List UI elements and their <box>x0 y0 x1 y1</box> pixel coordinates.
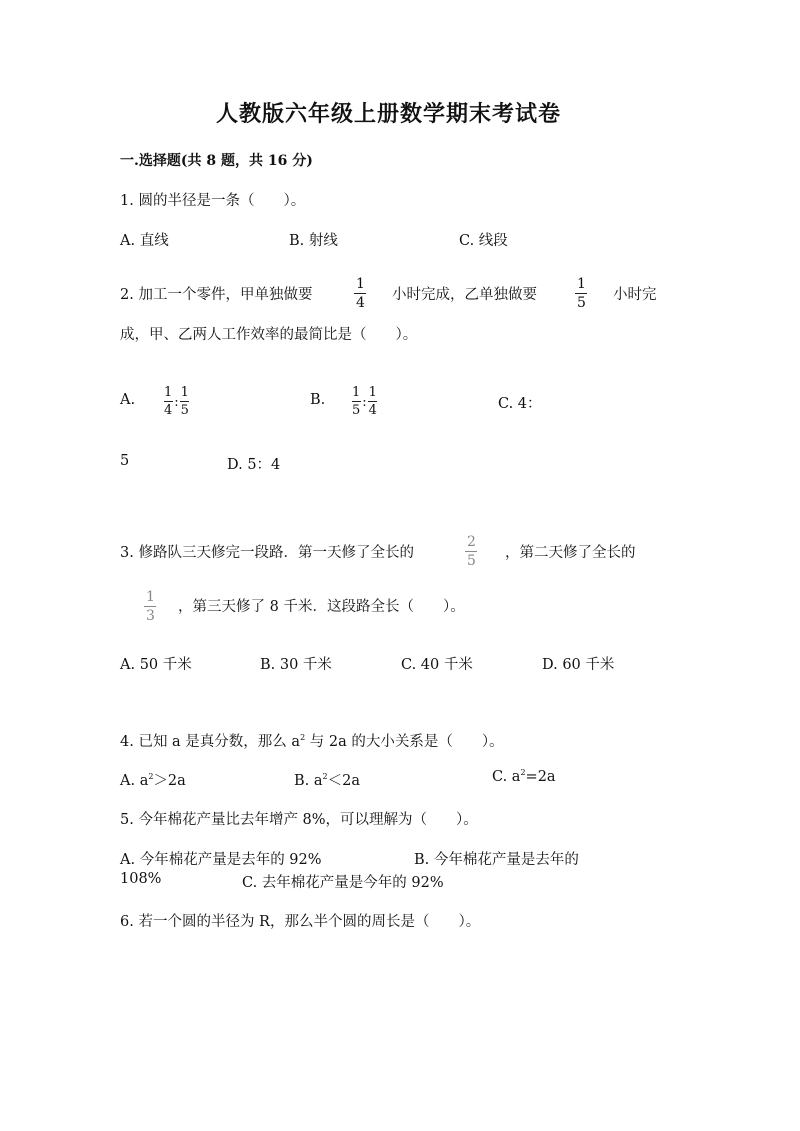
fraction-bar <box>368 401 377 402</box>
fraction-denominator: 5 <box>467 553 476 569</box>
question-4-text <box>120 730 504 751</box>
fraction-bar <box>575 293 587 294</box>
question-5-option-a: A. 今年棉花产量是去年的 92% <box>120 852 322 868</box>
page-title: 人教版六年级上册数学期末考试卷 <box>216 101 562 127</box>
option-text: B. a <box>294 773 323 789</box>
ratio-fraction-right <box>179 385 191 418</box>
question-3-fraction-1 <box>465 534 478 569</box>
fraction-denominator: 5 <box>352 403 361 418</box>
question-1-option-a: A. 直线 <box>120 233 169 249</box>
question-2-text-line2: 成，甲、乙两人工作效率的最简比是（ ）。 <box>120 327 418 343</box>
fraction-bar <box>352 401 361 402</box>
superscript: 2 <box>322 772 328 782</box>
question-3-option-b: B. 30 千米 <box>260 657 332 673</box>
fraction-denominator: 4 <box>356 295 365 311</box>
option-text: =2a <box>525 769 556 785</box>
option-text: ＜2a <box>327 773 360 789</box>
fraction-numerator: 1 <box>146 589 155 605</box>
question-2-text-part3: 小时完 <box>613 287 657 303</box>
question-6-text: 6. 若一个圆的半径为 R，那么半个圆的周长是（ ）。 <box>120 914 481 930</box>
question-3-text-part1: 3. 修路队三天修完一段路．第一天修了全长的 <box>120 545 414 561</box>
superscript: 2 <box>300 733 306 743</box>
option-text: ＞2a <box>153 773 186 789</box>
option-text: A. a <box>120 773 149 789</box>
superscript: 2 <box>520 768 526 778</box>
question-2-fraction-2 <box>575 276 588 311</box>
fraction-numerator: 1 <box>180 385 189 400</box>
section-heading: 一.选择题(共 8 题，共 16 分) <box>120 153 313 169</box>
question-2-fraction-1 <box>354 276 367 311</box>
question-5-text: 5. 今年棉花产量比去年增产 8%，可以理解为（ ）。 <box>120 812 478 828</box>
question-2-text-part2: 小时完成，乙单独做要 <box>392 287 537 303</box>
fraction-bar <box>354 293 366 294</box>
option-text: C. a <box>492 769 521 785</box>
fraction-bar <box>144 606 156 607</box>
question-1-text: 1. 圆的半径是一条（ ）。 <box>120 193 306 209</box>
question-2-option-d: D. 5：4 <box>227 457 281 473</box>
question-3-text-part2: ，第二天修了全长的 <box>505 545 636 561</box>
question-1-option-b: B. 射线 <box>289 233 338 249</box>
question-2-option-b-ratio <box>350 385 379 418</box>
question-2-option-a-ratio <box>162 385 191 418</box>
question-2-text-part1: 2. 加工一个零件，甲单独做要 <box>120 287 313 303</box>
ratio-fraction-left <box>162 385 174 418</box>
question-2-option-a-label: A. <box>120 392 136 408</box>
question-5-option-b-part1: B. 今年棉花产量是去年的 <box>414 852 579 868</box>
fraction-denominator: 5 <box>577 295 586 311</box>
question-4-option-c <box>492 769 556 785</box>
question-3-option-c: C. 40 千米 <box>401 657 473 673</box>
question-4-text-part2: 与 2a 的大小关系是（ ）。 <box>305 734 504 750</box>
fraction-bar <box>164 401 173 402</box>
question-3-text-part3: ，第三天修了 8 千米．这段路全长（ ）。 <box>178 599 465 615</box>
fraction-numerator: 2 <box>467 534 476 550</box>
ratio-fraction-left <box>350 385 362 418</box>
question-2-option-c-part1: C. 4： <box>498 396 542 412</box>
fraction-numerator: 1 <box>164 385 173 400</box>
fraction-denominator: 4 <box>368 403 377 418</box>
ratio-fraction-right <box>367 385 379 418</box>
question-3-fraction-2 <box>144 589 157 624</box>
fraction-denominator: 3 <box>146 608 155 624</box>
fraction-numerator: 1 <box>352 385 361 400</box>
fraction-denominator: 5 <box>180 403 189 418</box>
fraction-numerator: 1 <box>356 276 365 292</box>
question-1-option-c: C. 线段 <box>459 233 508 249</box>
question-2-option-c-part2: 5 <box>120 453 130 469</box>
question-2-option-b-label: B. <box>310 392 326 408</box>
fraction-denominator: 4 <box>164 403 173 418</box>
question-5-option-c: C. 去年棉花产量是今年的 92% <box>242 875 444 891</box>
question-5-option-b-part2: 108% <box>120 871 162 887</box>
question-3-option-d: D. 60 千米 <box>542 657 615 673</box>
question-4-text-part1: 4. 已知 a 是真分数，那么 a <box>120 734 301 750</box>
question-4-option-b <box>294 769 360 790</box>
fraction-bar <box>465 551 477 552</box>
superscript: 2 <box>148 772 154 782</box>
fraction-bar <box>180 401 189 402</box>
fraction-numerator: 1 <box>368 385 377 400</box>
question-3-option-a: A. 50 千米 <box>120 657 192 673</box>
fraction-numerator: 1 <box>577 276 586 292</box>
question-4-option-a <box>120 769 186 790</box>
ratio-colon: : <box>362 394 367 410</box>
ratio-colon: : <box>174 394 179 410</box>
